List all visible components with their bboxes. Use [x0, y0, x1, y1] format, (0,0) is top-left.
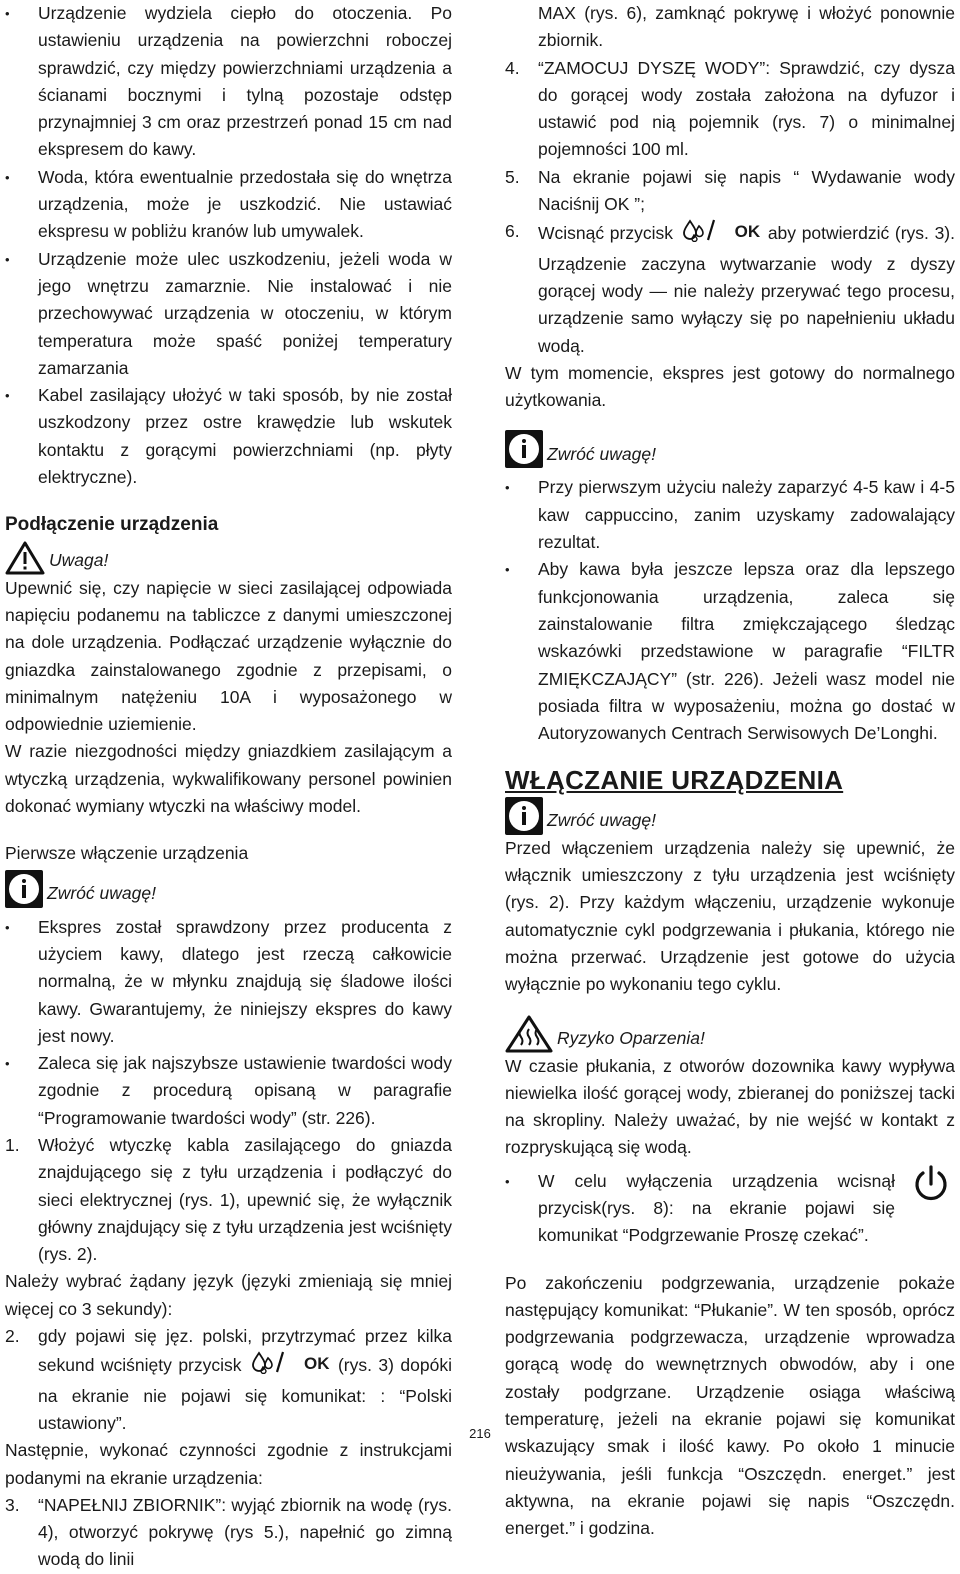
right-column: [505, 0, 955, 1543]
language-paragraph: Należy wybrać żądany język (języki zmieniają się mniej więcej co 3 sekundy):: [5, 1271, 452, 1319]
warning-label: Uwaga!: [49, 550, 109, 571]
safety-bullet-heat: • Urządzenie wydziela ciepło do otoczenia. Po ustawieniu urządzenia na powierzchni roboczej sprawdzić, czy między powierzchniami urządzenia a ścianami bocznymi i tylną pozostaje odstęp przynajmniej 3 cm oraz przestrzeń ponad 15 cm nad ekspresem do kawy.: [5, 0, 452, 164]
power-icon: [911, 1164, 951, 1204]
step-5: 5. Na ekranie pojawi się napis “ Wydawanie wody Naciśnij OK ”;: [505, 166, 955, 215]
power-off-bullet: • W celu wyłączenia urządzenia wcisnął przycisk(rys. 8): na ekranie pojawi się komunikat “Podgrzewanie Proszę czekać”.: [505, 1168, 955, 1250]
switch-on-paragraph: Przed włączeniem urządzenia należy się upewnić, że włącznik umieszczony z tyłu urządzenia jest wciśnięty (rys. 2). Przy każdym włączeniu, urządzenie wykonuje automatycznie cykl podgrzewania i płukania, którego nie można przerwać. Urządzenie jest gotowe do użycia wyłącznie po wykonaniu tego cyklu.: [505, 837, 955, 995]
info-icon: [5, 870, 43, 908]
safety-bullet-freeze: • Urządzenie może ulec uszkodzeniu, jeżeli woda w jego wnętrzu zamarznie. Nie instalować i nie przechowywać urządzenia w otoczeniu, w którym temperatura może spaść poniżej temperatury zamarzania: [5, 246, 452, 382]
burn-label: Ryzyko Oparzenia!: [557, 1028, 705, 1049]
safety-bullet-cable: • Kabel zasilający ułożyć w taki sposób, by nie został uszkodzony przez ostre krawędzie lub wskutek kontaktu z gorącymi powierzchniami (np. płyty elektryczne).: [5, 382, 452, 491]
heading-connection: Podłączenie urządzenia: [5, 514, 219, 536]
safety-bullet-water: • Woda, która ewentualnie przedostała się do wnętrza urządzenia, może je uszkodzić. Nie ustawiać ekspresu w pobliżu kranów lub umywalek.: [5, 164, 452, 246]
connection-paragraph: Upewnić się, czy napięcie w sieci zasilającej odpowiada napięciu podanemu na tabliczce z danymi umieszczonej na dole urządzenia. Podłączać urządzenie wyłącznie do gniazdka zainstalowanego zgodnie z przepisami, o minimalnym natężeniu 10A i wyposażonego w odpowiednie uziemienie.: [5, 577, 452, 735]
heading-first-use: Pierwsze włączenie urządzenia: [5, 843, 249, 864]
hot-surface-warning-icon: [505, 1015, 553, 1053]
end-heating-paragraph: Po zakończeniu podgrzewania, urządzenie pokaże następujący komunikat: “Płukanie”. W ten sposób, oprócz podgrzewania podgrzewacza, urządzenie wprowadza gorącą wodę do wewnętrznych obwodów, aby i one zostały podgrzane. Urządzenie osiąga właściwą temperaturę, jeżeli na ekranie pojawi się komunikat wskazujący smak i ilość kawy. Po około 1 minucie nieużywania, jeśli funkcja “Oszczędn. energet.” jest aktywna, na ekranie pojawi się napis “Oszczędn. energet.” i godzina.: [505, 1272, 955, 1539]
left-column: [5, 0, 452, 1574]
plug-paragraph: W razie niezgodności między gniazdkiem zasilającym a wtyczką urządzenia, wykwalifikowany personel powinien dokonać wymiany wtyczki na właściwy model.: [5, 741, 452, 817]
water-drops-ok-icon: OK: [250, 1350, 330, 1382]
burn-paragraph: W czasie płukania, z otworów dozownika kawy wypływa niewielka ilość gorącej wody, zbieranej do poniższej tacki na skropliny. Należy uważać, by nie wejść w kontakt z rozpryskującą się wodą.: [505, 1055, 955, 1158]
note-label: Zwróć uwagę!: [547, 810, 656, 831]
step-4: 4. “ZAMOCUJ DYSZĘ WODY”: Sprawdzić, czy dysza do gorącej wody została założona na dyfuzor i ustawić pod nią pojemnik (rys. 7) o minimalnej pojemności 100 ml.: [505, 57, 955, 160]
first-use-note: [5, 868, 452, 908]
tips-bullet-first-coffees: • Przy pierwszym użyciu należy zaparzyć 4-5 kaw i 4-5 kaw cappuccino, zanim uzyskamy zadowalający rezultat.: [505, 474, 955, 556]
note-label: Zwróć uwagę!: [47, 883, 156, 904]
next-paragraph: Następnie, wykonać czynności zgodnie z instrukcjami podanymi na ekranie urządzenia:: [5, 1440, 452, 1488]
water-drops-ok-icon: OK: [681, 218, 761, 250]
warning-note: [5, 539, 452, 575]
ready-paragraph: W tym momencie, ekspres jest gotowy do normalnego użytkowania.: [505, 362, 955, 411]
warning-icon: [5, 541, 45, 575]
first-use-bullet-hardness: • Zaleca się jak najszybsze ustawienie twardości wody zgodnie z procedurą opisaną w paragrafie “Programowanie twardości wody” (str. 226).: [5, 1050, 452, 1132]
step-3: 3. “NAPEŁNIJ ZBIORNIK”: wyjąć zbiornik na wodę (rys. 4), otworzyć pokrywę (rys 5.), napełnić go zimną wodą do linii: [5, 1494, 452, 1570]
page-number: 216: [469, 1426, 491, 1441]
first-use-tips-note: [505, 428, 955, 468]
switch-on-note: [505, 795, 955, 835]
step-3-continued: MAX (rys. 6), zamknąć pokrywę i włożyć ponownie zbiornik.: [538, 3, 955, 51]
step-2: 2. gdy pojawi się jęz. polski, przytrzymać przez kilka sekund wciśnięty przycisk OK (rys. 3) dopóki na ekranie nie pojawi się komunikat: : “Polski ustawiony”.: [5, 1326, 452, 1433]
note-label: Zwróć uwagę!: [547, 444, 656, 465]
step-6: 6. Wcisnąć przycisk OK aby potwierdzić (rys. 3). Urządzenie zaczyna wytwarzanie wody z dyszy gorącej wody — nie należy przerywać tego procesu, urządzenie samo wyłączy się po napełnieniu układu wodą.: [505, 218, 955, 359]
burn-warning: [505, 1013, 955, 1053]
info-icon: [505, 797, 543, 835]
first-use-bullet-tested: • Ekspres został sprawdzony przez producenta z użyciem kawy, dlatego jest rzeczą całkowicie normalną, że w młynku znajdują się śladowe ilości kawy. Gwarantujemy, że niniejszy ekspres do kawy jest nowy.: [5, 914, 452, 1050]
tips-bullet-filter: • Aby kawa była jeszcze lepsza oraz dla lepszego funkcjonowania urządzenia, zaleca się zainstalowanie filtra zmiękczającego śledząc wskazówki przedstawione w paragrafie “FILTR ZMIĘKCZAJĄCY” (str. 226). Jeżeli wasz model nie posiada filtra w wyposażeniu, można go dostać w Autoryzowanych Centrach Serwisowych De’Longhi.: [505, 556, 955, 747]
info-icon: [505, 430, 543, 468]
step-1: 1. Włożyć wtyczkę kabla zasilającego do gniazda znajdującego się z tyłu urządzenia i podłączyć do sieci elektrycznej (rys. 1), upewnić się, że wyłącznik główny znajdujący się z tyłu urządzenia jest wciśnięty (rys. 2).: [5, 1134, 452, 1265]
heading-switch-on: WŁĄCZANIE URZĄDZENIA: [505, 765, 844, 796]
